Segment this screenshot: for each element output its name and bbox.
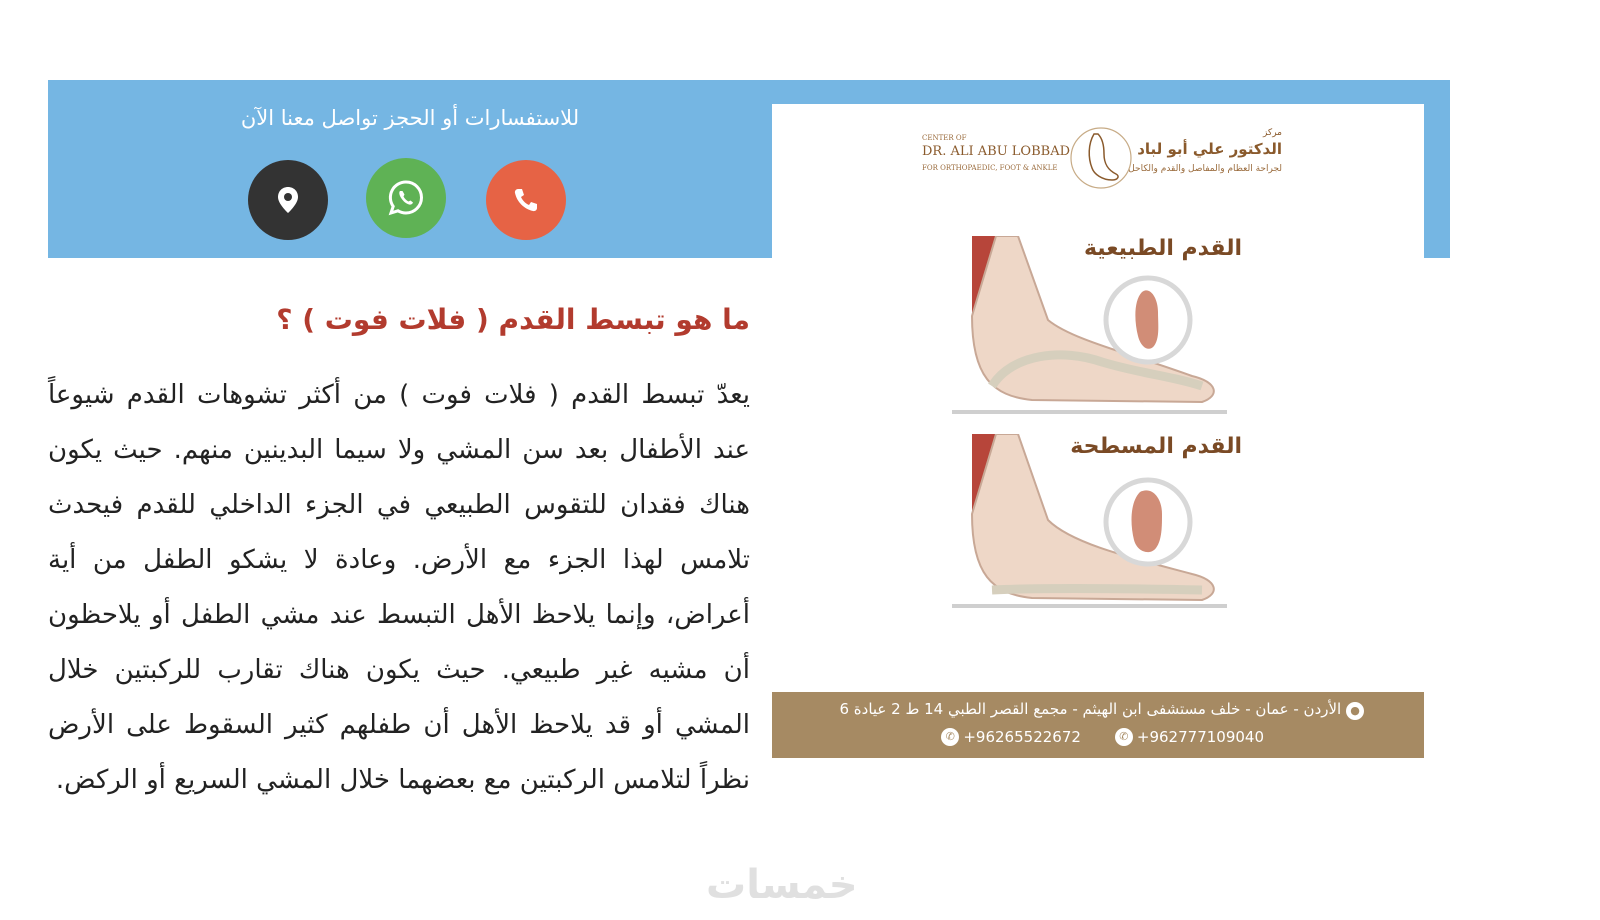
poster-center-of-label: CENTER OF bbox=[922, 134, 967, 142]
map-pin-icon bbox=[277, 186, 299, 214]
poster-phone-1: +96265522672 bbox=[963, 728, 1081, 746]
poster-address bbox=[839, 700, 1364, 720]
contact-title: للاستفسارات أو الحجز تواصل معنا الآن bbox=[240, 106, 580, 130]
poster-specialty-en: FOR ORTHOPAEDIC, FOOT & ANKLE bbox=[922, 164, 1058, 172]
flat-foot-icon bbox=[952, 434, 1242, 624]
poster-phone-2: +962777109040 bbox=[1136, 728, 1264, 746]
flat-foot-poster-image bbox=[772, 104, 1424, 758]
article-title: ما هو تبسط القدم ( فلات فوت ) ؟ bbox=[276, 303, 750, 336]
normal-foot-label: القدم الطبيعية bbox=[1083, 236, 1242, 261]
phone-button[interactable] bbox=[486, 160, 566, 240]
article-body: يعدّ تبسط القدم ( فلات فوت ) من أكثر تشوهات القدم شيوعاً عند الأطفال بعد سن المشي ولا سيما البدينين منهم. حيث يكون هناك فقدان للتقوس الطبيعي في الجزء الداخلي للقدم فيحدث تلامس لهذا الجزء مع الأرض. وعادة لا يشكو الطفل من أية أعراض، وإنما يلاحظ الأهل التبسط عند مشي الطفل أو يلاحظون أن مشيه غير طبيعي. حيث يكون هناك تقارب للركبتين خلال المشي أو قد يلاحظ الأهل أن طفلهم كثير السقوط على الأرض نظراً لتلامس الركبتين مع بعضهما خلال المشي السريع أو الركض. bbox=[48, 380, 750, 795]
normal-foot-illustration bbox=[952, 236, 1242, 426]
poster-phone-item bbox=[1115, 728, 1264, 746]
poster-doctor-name-en: DR. ALI ABU LOBBAD bbox=[922, 144, 1071, 159]
poster-logo-header bbox=[922, 124, 1282, 192]
flat-foot-illustration bbox=[952, 434, 1242, 624]
poster-center-label-ar: مركز bbox=[1262, 128, 1282, 138]
normal-foot-icon bbox=[952, 236, 1242, 426]
poster-footer bbox=[772, 692, 1424, 758]
whatsapp-icon bbox=[387, 179, 425, 217]
poster-phone-item bbox=[941, 728, 1081, 746]
contact-panel bbox=[48, 80, 772, 258]
location-button[interactable] bbox=[248, 160, 328, 240]
poster-phones bbox=[941, 728, 1264, 746]
poster-address-text: الأردن - عمان - خلف مستشفى ابن الهيثم - مجمع القصر الطبي 14 ط 2 عيادة 6 bbox=[839, 700, 1342, 718]
phone-icon bbox=[512, 186, 540, 214]
whatsapp-button[interactable] bbox=[366, 158, 446, 238]
phone-small-icon: ✆ bbox=[941, 728, 959, 746]
flat-foot-label: القدم المسطحة bbox=[1070, 434, 1242, 459]
article bbox=[48, 290, 750, 808]
location-small-icon: ● bbox=[1346, 702, 1364, 720]
poster-specialty-ar: لجراحة العظام والمفاصل والقدم والكاحل bbox=[1128, 164, 1282, 174]
khamsat-watermark: خمسات bbox=[706, 862, 858, 908]
phone-small-icon: ✆ bbox=[1115, 728, 1133, 746]
poster-doctor-name-ar: الدكتور علي أبو لباد bbox=[1137, 140, 1282, 158]
foot-logo-icon bbox=[1066, 124, 1136, 192]
